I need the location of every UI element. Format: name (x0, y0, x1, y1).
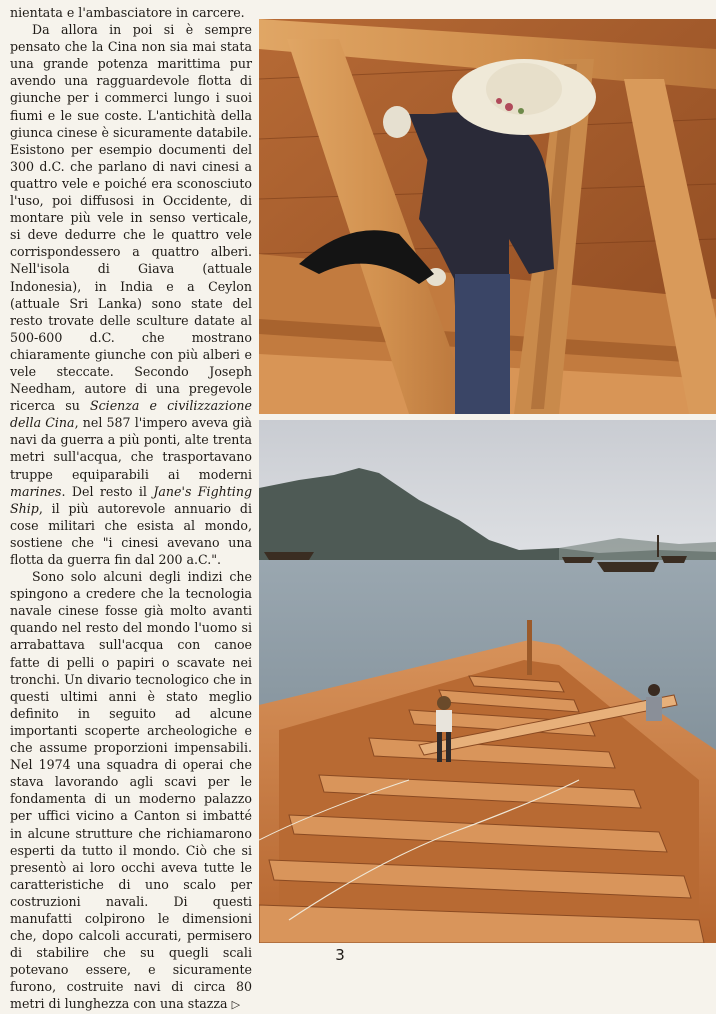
junk-hull-illustration (259, 420, 716, 943)
article-column (10, 4, 252, 1014)
continue-arrow-icon: ▷ (231, 998, 241, 1012)
paragraph-2-text-d: , il più autorevole annuario di cose militari che esista al mondo, sostiene che "i cinesi avevano una flotta da guerra fin dal 200 a.C.". (10, 500, 252, 567)
paragraph-3 (10, 568, 252, 1013)
paragraph-2-text-c: . Del resto il (61, 483, 154, 499)
shipbuilder-illustration (259, 19, 716, 414)
photo-junk-hull (259, 420, 716, 943)
paragraph-2 (10, 21, 252, 568)
italic-marines: marines (10, 483, 62, 499)
paragraph-1: nientata e l'ambasciatore in carcere. (10, 5, 245, 20)
photo-shipbuilder (259, 19, 716, 414)
paragraph-3-text: Sono solo alcuni degli indizi che spingono a credere che la tecnologia navale cinese fosse già molto avanti quando nel resto del mondo l'uomo si arrabattava sull'acqua con canoe fatte di pelli o papiri o scavate nei tronchi. Un divario tecnologico che in questi ultimi anni è stato meglio definito in seguito ad alcune importanti scoperte archeologiche e che assume proporzioni impensabili. Nel 1974 una squadra di operai che stava lavorando agli scavi per le fondamenta di un moderno palazzo per uffici vicino a Canton si imbatté in alcune strutture che richiamarono esperti da tutto il mondo. Ciò che si presentò ai loro occhi aveva tutte le caratteristiche di uno scalo per costruzioni navali. Di questi manufatti colpirono le dimensioni che, dopo calcoli accurati, permisero di stabilire che su quegli scali potevano essere, e sicuramente furono, costruite navi di circa 80 metri di lunghezza con una stazza (10, 569, 252, 1012)
paragraph-2-text-a: Da allora in poi si è sempre pensato che la Cina non sia mai stata una grande potenza marittima pur avendo una ragguardevole flotta di giunche per i commerci lungo i suoi fiumi e le sue coste. L'antichità della giunca cinese è sicuramente databile. Esistono per esempio documenti del 300 d.C. che parlano di navi cinesi a quattro vele e poiché era sconosciuto l'uso, poi diffusosi in Occidente, di montare più vele in senso verticale, si deve dedurre che le quattro vele corrispondessero a quattro alberi. Nell'isola di Giava (attuale Indonesia), in India e a Ceylon (attuale Sri Lanka) sono state del resto trovate delle sculture datate al 500-600 d.C. che mostrano chiaramente giunche con più alberi e vele steccate. Secondo Joseph Needham, autore di una pregevole ricerca su (10, 22, 252, 414)
page-number: 3 (335, 946, 345, 964)
paragraph-2-text-b: , nel 587 l'impero aveva già navi da guerra a più ponti, alte trenta metri sull'acqua, che trasportavano truppe equiparabili ai moderni (10, 415, 252, 482)
annual-title: Jane's Fighting Ship (10, 483, 253, 516)
book-title: Scienza e civilizzazione della Cina (10, 398, 252, 431)
